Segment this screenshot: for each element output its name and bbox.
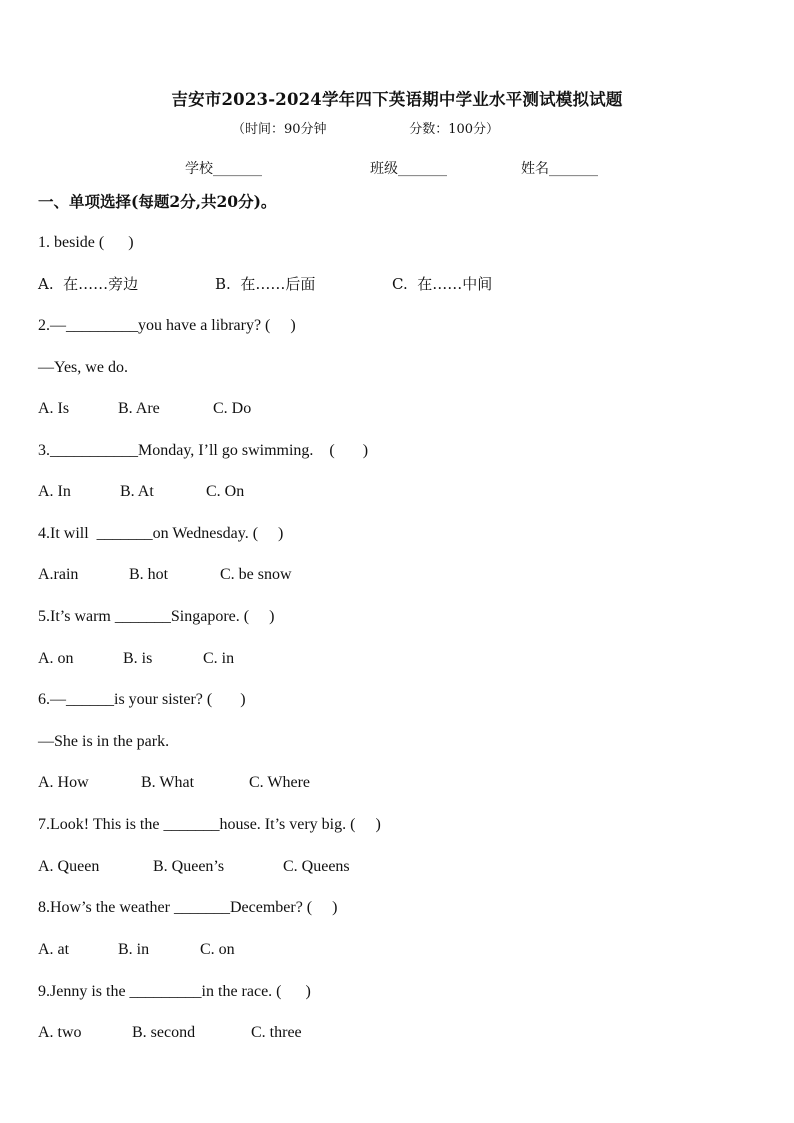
question-2-options: [38, 399, 738, 419]
question-4-options: [38, 565, 738, 585]
exam-time-score: （时间：90分钟 分数：100分）: [232, 122, 500, 137]
name-field[interactable]: 姓名_______: [521, 161, 598, 177]
option-b[interactable]: B. is: [123, 650, 153, 667]
question-8-stem: 8.How’s the weather _______December? ( ): [38, 899, 338, 916]
option-c[interactable]: C. Do: [213, 400, 252, 417]
option-b[interactable]: B. in: [118, 941, 150, 958]
question-3-stem: 3.___________Monday, I’ll go swimming. ( ): [38, 442, 369, 459]
question-2-stem: 2.—_________you have a library? ( ): [38, 317, 296, 334]
question-9-stem: 9.Jenny is the _________in the race. ( ): [38, 983, 311, 1000]
question-9-options: [38, 1023, 738, 1043]
student-info-row: [0, 158, 794, 180]
question-2-reply: —Yes, we do.: [38, 359, 128, 376]
option-b[interactable]: B. hot: [129, 566, 169, 583]
option-c[interactable]: C. On: [206, 483, 245, 500]
question-7-options: [38, 857, 738, 877]
option-b[interactable]: B. second: [132, 1024, 196, 1041]
question-6-stem: 6.—______is your sister? ( ): [38, 691, 246, 708]
option-c[interactable]: C. Queens: [283, 858, 350, 875]
option-c[interactable]: C. be snow: [220, 566, 292, 583]
question-1-stem: 1. beside ( ): [38, 234, 134, 251]
option-a[interactable]: A. at: [38, 941, 70, 958]
option-b[interactable]: B. What: [141, 774, 195, 791]
option-a[interactable]: A. Queen: [38, 858, 100, 875]
option-c[interactable]: C. Where: [249, 774, 311, 791]
option-a[interactable]: A. How: [38, 774, 89, 791]
option-c[interactable]: C. 在……中间: [392, 275, 493, 293]
question-5-stem: 5.It’s warm _______Singapore. ( ): [38, 608, 275, 625]
page-title: 吉安市2023-2024学年四下英语期中学业水平测试模拟试题: [171, 90, 623, 109]
option-c[interactable]: C. on: [200, 941, 235, 958]
option-a[interactable]: A. on: [38, 650, 74, 667]
option-a[interactable]: A. 在……旁边: [38, 275, 139, 293]
question-7-stem: 7.Look! This is the _______house. It’s very big. ( ): [38, 816, 381, 833]
section-heading: 一、单项选择(每题2分,共20分)。: [38, 192, 277, 211]
option-a[interactable]: A. Is: [38, 400, 70, 417]
option-c[interactable]: C. in: [203, 650, 235, 667]
question-6-options: [38, 773, 738, 793]
question-5-options: [38, 649, 738, 669]
question-4-stem: 4.It will _______on Wednesday. ( ): [38, 525, 284, 542]
option-b[interactable]: B. Are: [118, 400, 160, 417]
option-b[interactable]: B. Queen’s: [153, 858, 225, 875]
question-6-reply: —She is in the park.: [38, 733, 170, 750]
option-b[interactable]: B. At: [120, 483, 154, 500]
question-1-options: [38, 274, 738, 294]
option-a[interactable]: A. two: [38, 1024, 82, 1041]
school-field[interactable]: 学校_______: [185, 161, 262, 177]
option-b[interactable]: B. 在……后面: [215, 275, 316, 293]
question-3-options: [38, 482, 738, 502]
option-a[interactable]: A.rain: [38, 566, 79, 583]
class-field[interactable]: 班级_______: [370, 161, 447, 177]
question-8-options: [38, 940, 738, 960]
option-c[interactable]: C. three: [251, 1024, 302, 1041]
option-a[interactable]: A. In: [38, 483, 71, 500]
